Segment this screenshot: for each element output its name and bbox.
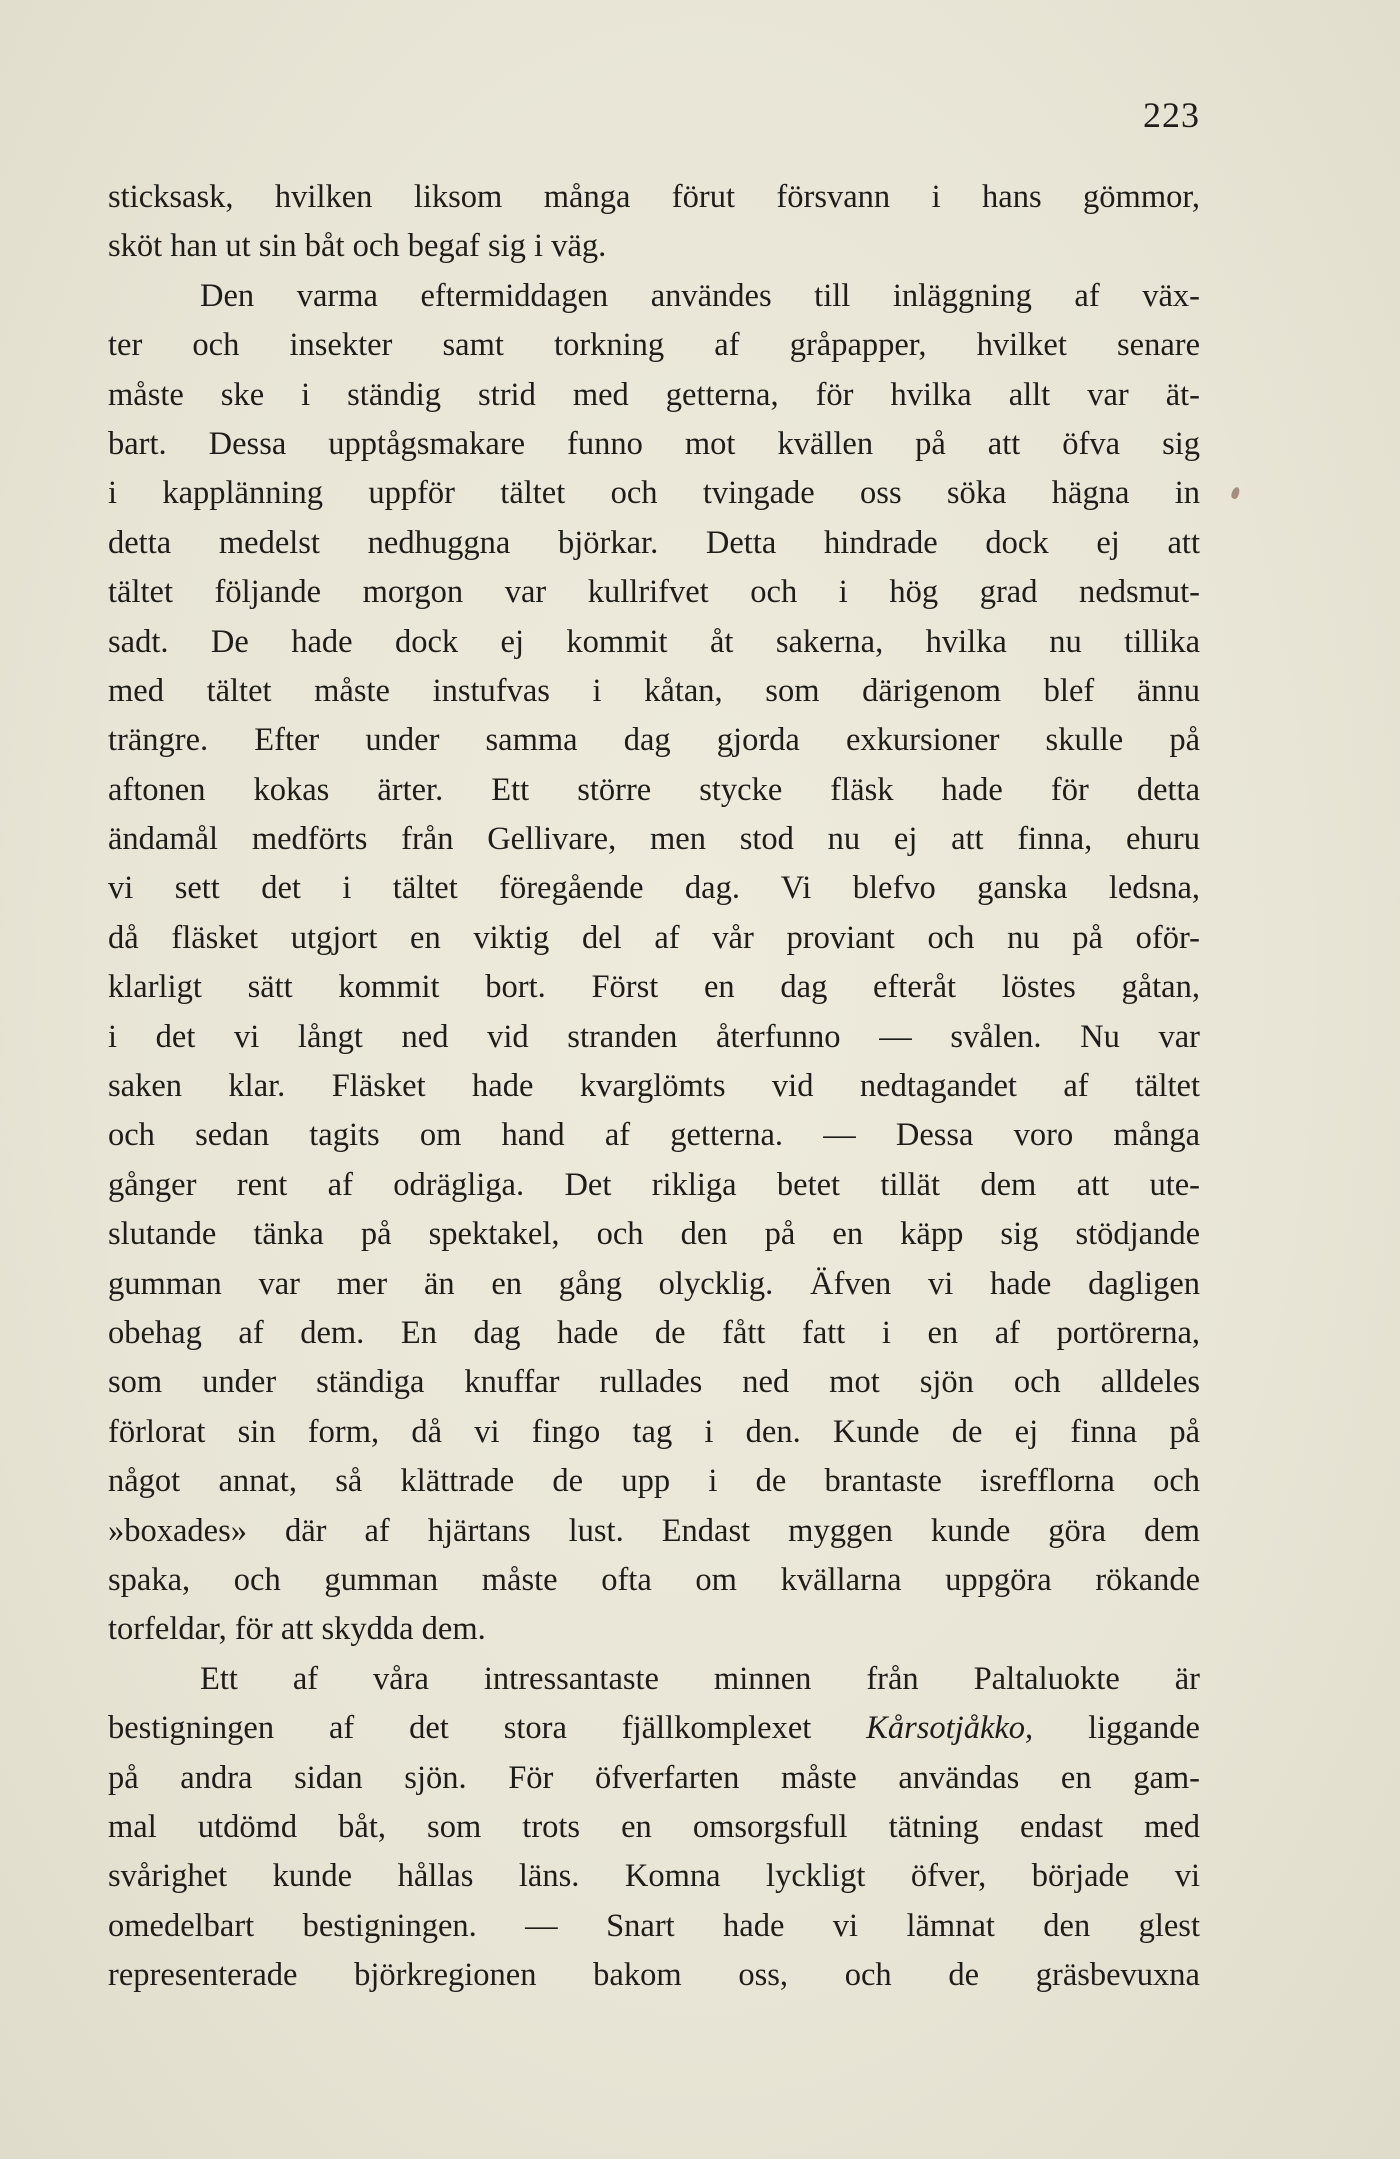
text-line: svårighet kunde hållas läns. Komna lyckligt öfver, började vi — [108, 1858, 1200, 1895]
text-line: förlorat sin form, då vi fingo tag i den. Kunde de ej finna på — [108, 1413, 1200, 1450]
text-line: saken klar. Fläsket hade kvarglömts vid nedtagandet af tältet — [108, 1068, 1200, 1105]
text-line: klarligt sätt kommit bort. Först en dag efteråt löstes gåtan, — [108, 969, 1200, 1006]
text-line: tältet följande morgon var kullrifvet och i hög grad nedsmut- — [108, 574, 1200, 611]
text-line: gånger rent af odrägliga. Det rikliga betet tillät dem att ute- — [108, 1166, 1200, 1203]
text-line: Den varma eftermiddagen användes till inläggning af väx- — [200, 277, 1200, 314]
text-line: aftonen kokas ärter. Ett större stycke fläsk hade för detta — [108, 771, 1200, 808]
text-line: i kapplänning uppför tältet och tvingade oss söka hägna in — [108, 475, 1200, 512]
body-text — [108, 173, 1200, 2000]
text-line: »boxades» där af hjärtans lust. Endast myggen kunde göra dem — [108, 1512, 1200, 1549]
text-line: bestigningen af det stora fjällkomplexet Kårsotjåkko, liggande — [108, 1710, 1200, 1747]
text-line: och sedan tagits om hand af getterna. — Dessa voro många — [108, 1117, 1200, 1154]
text-line: gumman var mer än en gång olycklig. Äfven vi hade dagligen — [108, 1265, 1200, 1302]
text-line: Ett af våra intressantaste minnen från Paltaluokte är — [200, 1660, 1200, 1697]
text-line: sticksask, hvilken liksom många förut försvann i hans gömmor, — [108, 179, 1200, 215]
text-line: måste ske i ständig strid med getterna, för hvilka allt var ät- — [108, 376, 1200, 413]
text-line: vi sett det i tältet föregående dag. Vi blefvo ganska ledsna, — [108, 870, 1200, 907]
text-line: detta medelst nedhuggna björkar. Detta hindrade dock ej att — [108, 524, 1200, 561]
text-line: slutande tänka på spektakel, och den på en käpp sig stödjande — [108, 1216, 1200, 1253]
text-line: trängre. Efter under samma dag gjorda exkursioner skulle på — [108, 722, 1200, 759]
italic-place-name: Kårsotjåkko, — [866, 1710, 1034, 1747]
text-line: på andra sidan sjön. För öfverfarten måste användas en gam- — [108, 1759, 1200, 1796]
page-number: 223 — [1143, 95, 1200, 135]
text-line: sadt. De hade dock ej kommit åt sakerna, hvilka nu tillika — [108, 623, 1200, 660]
text-line: obehag af dem. En dag hade de fått fatt i en af portörerna, — [108, 1314, 1200, 1351]
text-line: mal utdömd båt, som trots en omsorgsfull tätning endast med — [108, 1808, 1200, 1845]
text-line: i det vi långt ned vid stranden återfunno — svålen. Nu var — [108, 1018, 1200, 1055]
text-line: som under ständiga knuffar rullades ned mot sjön och alldeles — [108, 1364, 1200, 1401]
text-line: något annat, så klättrade de upp i de brantaste isrefflorna och — [108, 1463, 1200, 1500]
text-line: spaka, och gumman måste ofta om kvällarna uppgöra rökande — [108, 1561, 1200, 1598]
text-line: bart. Dessa upptågsmakare funno mot kvällen på att öfva sig — [108, 425, 1200, 462]
text-line: torfeldar, för att skydda dem. — [108, 1611, 486, 1648]
text-line: ter och insekter samt torkning af gråpapper, hvilket senare — [108, 327, 1200, 364]
text-line: omedelbart bestigningen. — Snart hade vi lämnat den glest — [108, 1907, 1200, 1944]
text-line: med tältet måste instufvas i kåtan, som därigenom blef ännu — [108, 672, 1200, 709]
text-line: representerade björkregionen bakom oss, och de gräsbevuxna — [108, 1957, 1200, 1994]
text-line: ändamål medförts från Gellivare, men stod nu ej att finna, ehuru — [108, 821, 1200, 858]
text-line: sköt han ut sin båt och begaf sig i väg. — [108, 228, 607, 265]
ink-speck — [1230, 486, 1241, 500]
text-line: då fläsket utgjort en viktig del af vår proviant och nu på oför- — [108, 919, 1200, 956]
